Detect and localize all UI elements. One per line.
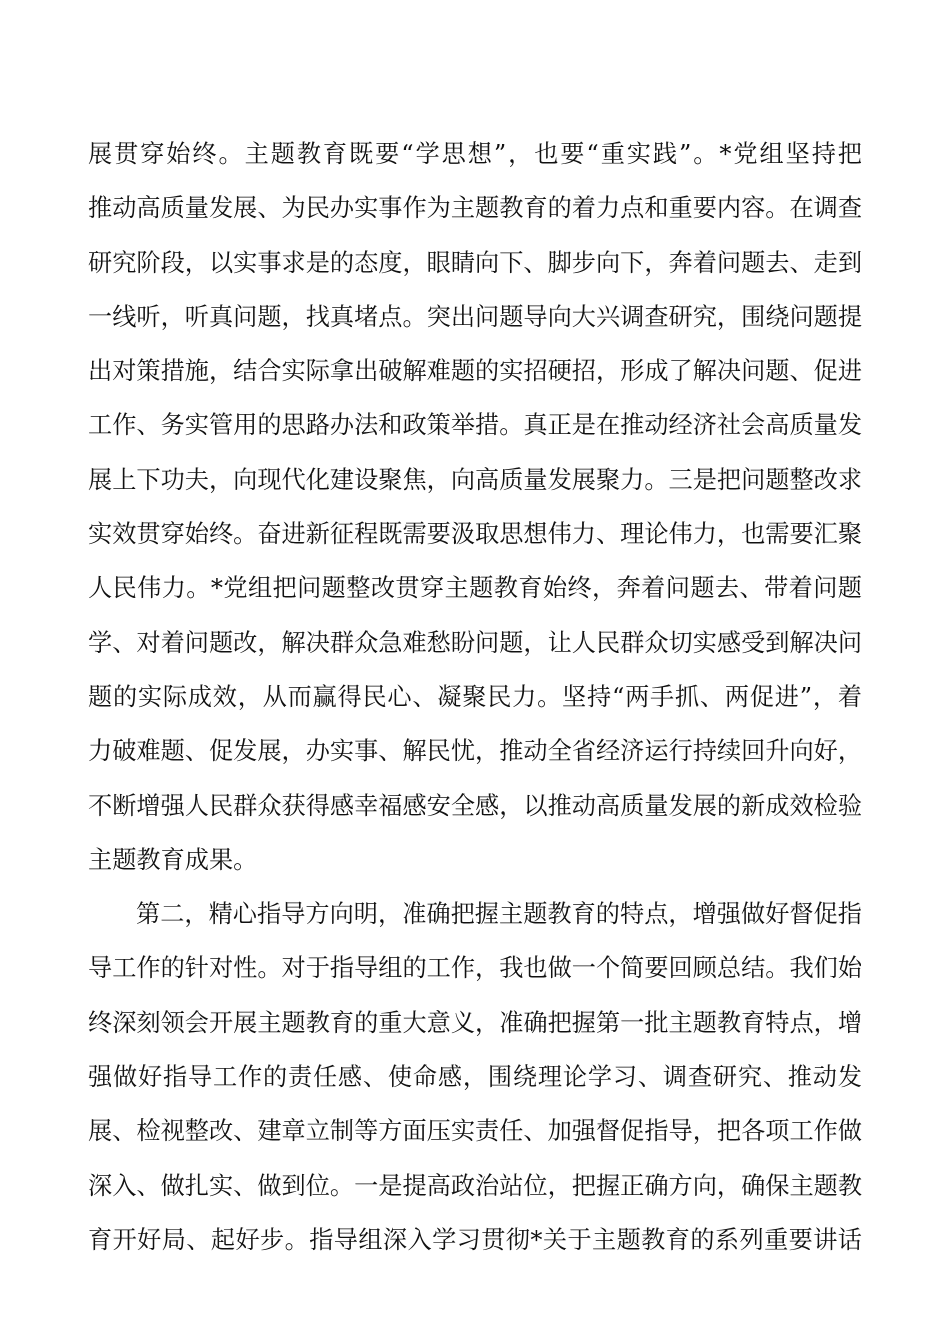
text-line: 展贯穿始终。主题教育既要“学思想”，也要“重实践”。*党组坚持把 bbox=[88, 140, 862, 168]
text-line: 人民伟力。*党组把问题整改贯穿主题教育始终，奔着问题去、带着问题 bbox=[88, 574, 862, 603]
text-line: 主题教育成果。 bbox=[88, 845, 258, 874]
text-line: 强做好指导工作的责任感、使命感，围绕理论学习、调查研究、推动发 bbox=[88, 1063, 862, 1092]
text-line: 一线听，听真问题，找真堵点。突出问题导向大兴调查研究，围绕问题提 bbox=[88, 302, 862, 331]
text-line: 题的实际成效，从而赢得民心、凝聚民力。坚持“两手抓、两促进”，着 bbox=[88, 682, 862, 711]
text-line: 育开好局、起好步。指导组深入学习贯彻*关于主题教育的系列重要讲话 bbox=[88, 1225, 862, 1254]
document-body bbox=[88, 127, 862, 1267]
text-line: 实效贯穿始终。奋进新征程既需要汲取思想伟力、理论伟力，也需要汇聚 bbox=[88, 520, 862, 549]
paragraph bbox=[88, 887, 862, 1267]
text-line: 力破难题、促发展，办实事、解民忧，推动全省经济运行持续回升向好， bbox=[88, 737, 862, 766]
text-line: 导工作的针对性。对于指导组的工作，我也做一个简要回顾总结。我们始 bbox=[88, 954, 862, 983]
text-line: 终深刻领会开展主题教育的重大意义，准确把握第一批主题教育特点，增 bbox=[88, 1008, 862, 1037]
text-line: 推动高质量发展、为民办实事作为主题教育的着力点和重要内容。在调查 bbox=[88, 194, 862, 223]
text-line: 工作、务实管用的思路办法和政策举措。真正是在推动经济社会高质量发 bbox=[88, 411, 862, 440]
text-line: 不断增强人民群众获得感幸福感安全感，以推动高质量发展的新成效检验 bbox=[88, 791, 862, 820]
text-line: 第二，精心指导方向明，准确把握主题教育的特点，增强做好督促指 bbox=[136, 900, 862, 929]
text-line: 研究阶段，以实事求是的态度，眼睛向下、脚步向下，奔着问题去、走到 bbox=[88, 248, 862, 277]
text-line: 展上下功夫，向现代化建设聚焦，向高质量发展聚力。三是把问题整改求 bbox=[88, 465, 862, 494]
paragraph bbox=[88, 127, 862, 887]
text-line: 出对策措施，结合实际拿出破解难题的实招硬招，形成了解决问题、促进 bbox=[88, 357, 862, 386]
text-line: 深入、做扎实、做到位。一是提高政治站位，把握正确方向，确保主题教 bbox=[88, 1171, 862, 1200]
text-line: 学、对着问题改，解决群众急难愁盼问题，让人民群众切实感受到解决问 bbox=[88, 628, 862, 657]
text-line: 展、检视整改、建章立制等方面压实责任、加强督促指导，把各项工作做 bbox=[88, 1117, 862, 1146]
